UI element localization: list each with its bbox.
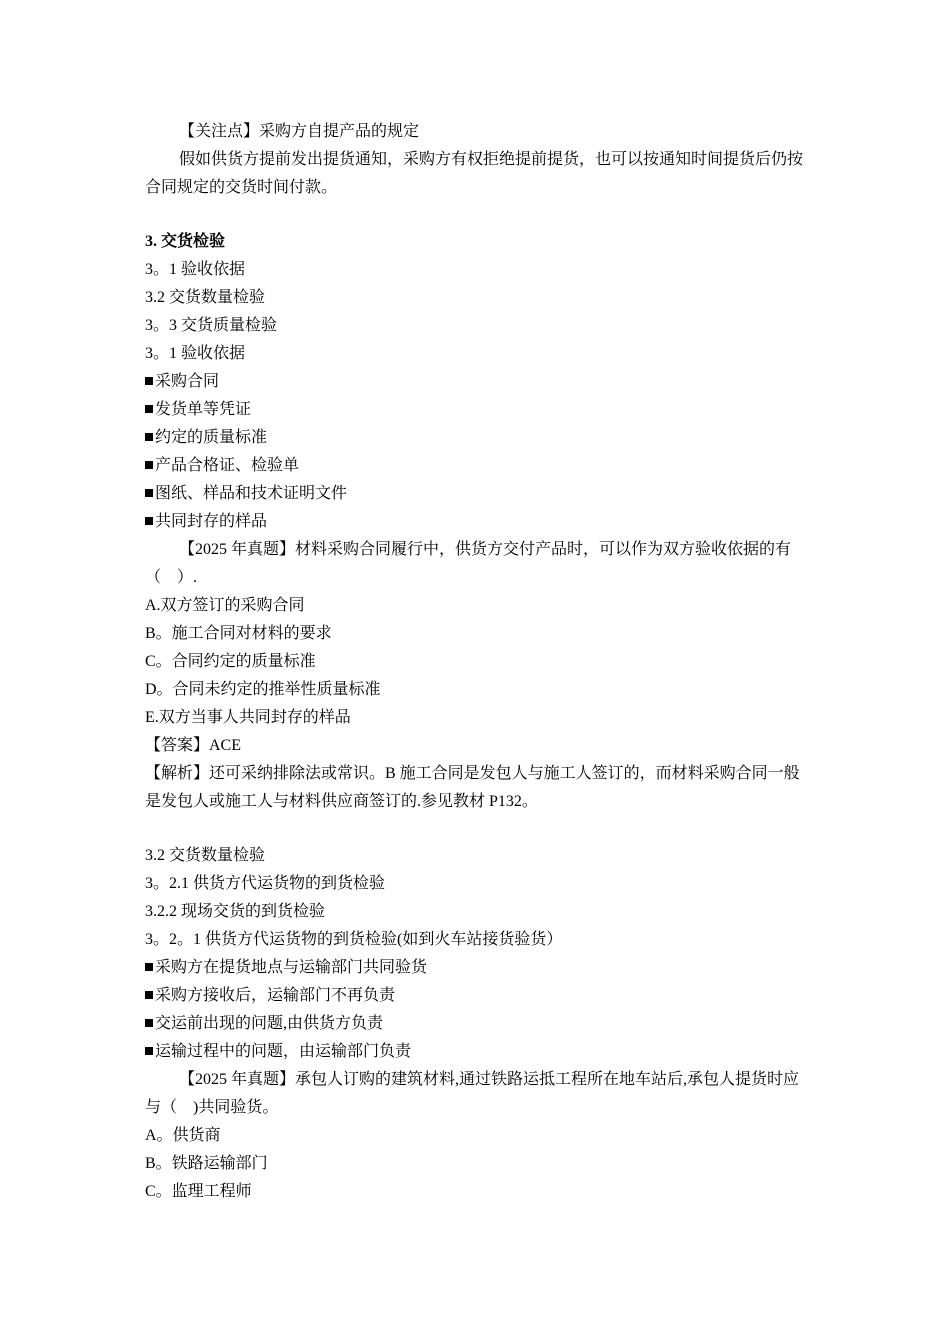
list-item-text: 交运前出现的问题,由供货方负责: [155, 1015, 384, 1032]
list-item-text: 采购方在提货地点与运输部门共同验货: [155, 959, 428, 976]
question-option: A。供货商: [145, 1127, 221, 1144]
list-item: [145, 424, 805, 452]
square-bullet-icon: [145, 1019, 153, 1027]
question-option: E.双方当事人共同封存的样品: [145, 709, 351, 726]
list-item-text: 共同封存的样品: [155, 513, 268, 530]
spacer: [145, 202, 805, 228]
list-item: [145, 368, 805, 396]
toc-item: 3.2 交货数量检验: [145, 289, 266, 306]
list-item: [145, 954, 805, 982]
question-option: A.双方签订的采购合同: [145, 597, 305, 614]
focus-text: 假如供货方提前发出提货通知，采购方有权拒绝提前提货，也可以按通知时间提货后仍按合同规定的交货时间付款。: [145, 151, 804, 196]
document-page: [145, 118, 805, 1206]
toc-item: 3。3 交货质量检验: [145, 317, 278, 334]
list-item: [145, 1010, 805, 1038]
list-item: [145, 1038, 805, 1066]
list-item-text: 图纸、样品和技术证明文件: [155, 485, 348, 502]
list-item: [145, 480, 805, 508]
section-heading: 3. 交货检验: [145, 233, 226, 250]
question-stem: 【2025 年真题】承包人订购的建筑材料,通过铁路运抵工程所在地车站后,承包人提货时应与（ )共同验货。: [145, 1071, 800, 1116]
question-stem: 【2025 年真题】材料采购合同履行中，供货方交付产品时，可以作为双方验收依据的有（ ）.: [145, 541, 792, 586]
focus-title: 【关注点】采购方自提产品的规定: [179, 123, 420, 140]
list-item-text: 约定的质量标准: [155, 429, 268, 446]
list-item-text: 发货单等凭证: [155, 401, 252, 418]
list-item-text: 采购方接收后，运输部门不再负责: [155, 987, 396, 1004]
square-bullet-icon: [145, 489, 153, 497]
square-bullet-icon: [145, 517, 153, 525]
square-bullet-icon: [145, 433, 153, 441]
answer: 【答案】ACE: [145, 737, 242, 754]
list-item: [145, 508, 805, 536]
toc-item: 3。2.1 供货方代运货物的到货检验: [145, 875, 386, 892]
question-option: C。合同约定的质量标准: [145, 653, 316, 670]
subsection-title: 3。2。1 供货方代运货物的到货检验(如到火车站接货验货）: [145, 931, 563, 948]
square-bullet-icon: [145, 405, 153, 413]
list-item-text: 采购合同: [155, 373, 220, 390]
list-item: [145, 982, 805, 1010]
toc-item: 3.2.2 现场交货的到货检验: [145, 903, 326, 920]
square-bullet-icon: [145, 461, 153, 469]
list-item: [145, 396, 805, 424]
square-bullet-icon: [145, 991, 153, 999]
list-item: [145, 452, 805, 480]
square-bullet-icon: [145, 377, 153, 385]
list-item-text: 运输过程中的问题，由运输部门负责: [155, 1043, 412, 1060]
question-option: C。监理工程师: [145, 1183, 252, 1200]
analysis: 【解析】还可采纳排除法或常识。B 施工合同是发包人与施工人签订的，而材料采购合同一般是发包人或施工人与材料供应商签订的.参见教材 P132。: [145, 765, 800, 810]
toc-item: 3。1 验收依据: [145, 261, 246, 278]
square-bullet-icon: [145, 963, 153, 971]
spacer: [145, 816, 805, 842]
square-bullet-icon: [145, 1047, 153, 1055]
list-item-text: 产品合格证、检验单: [155, 457, 300, 474]
subsection-title: 3。1 验收依据: [145, 345, 246, 362]
question-option: B。铁路运输部门: [145, 1155, 268, 1172]
question-option: B。施工合同对材料的要求: [145, 625, 332, 642]
question-option: D。合同未约定的推举性质量标准: [145, 681, 381, 698]
subsection-title: 3.2 交货数量检验: [145, 847, 266, 864]
